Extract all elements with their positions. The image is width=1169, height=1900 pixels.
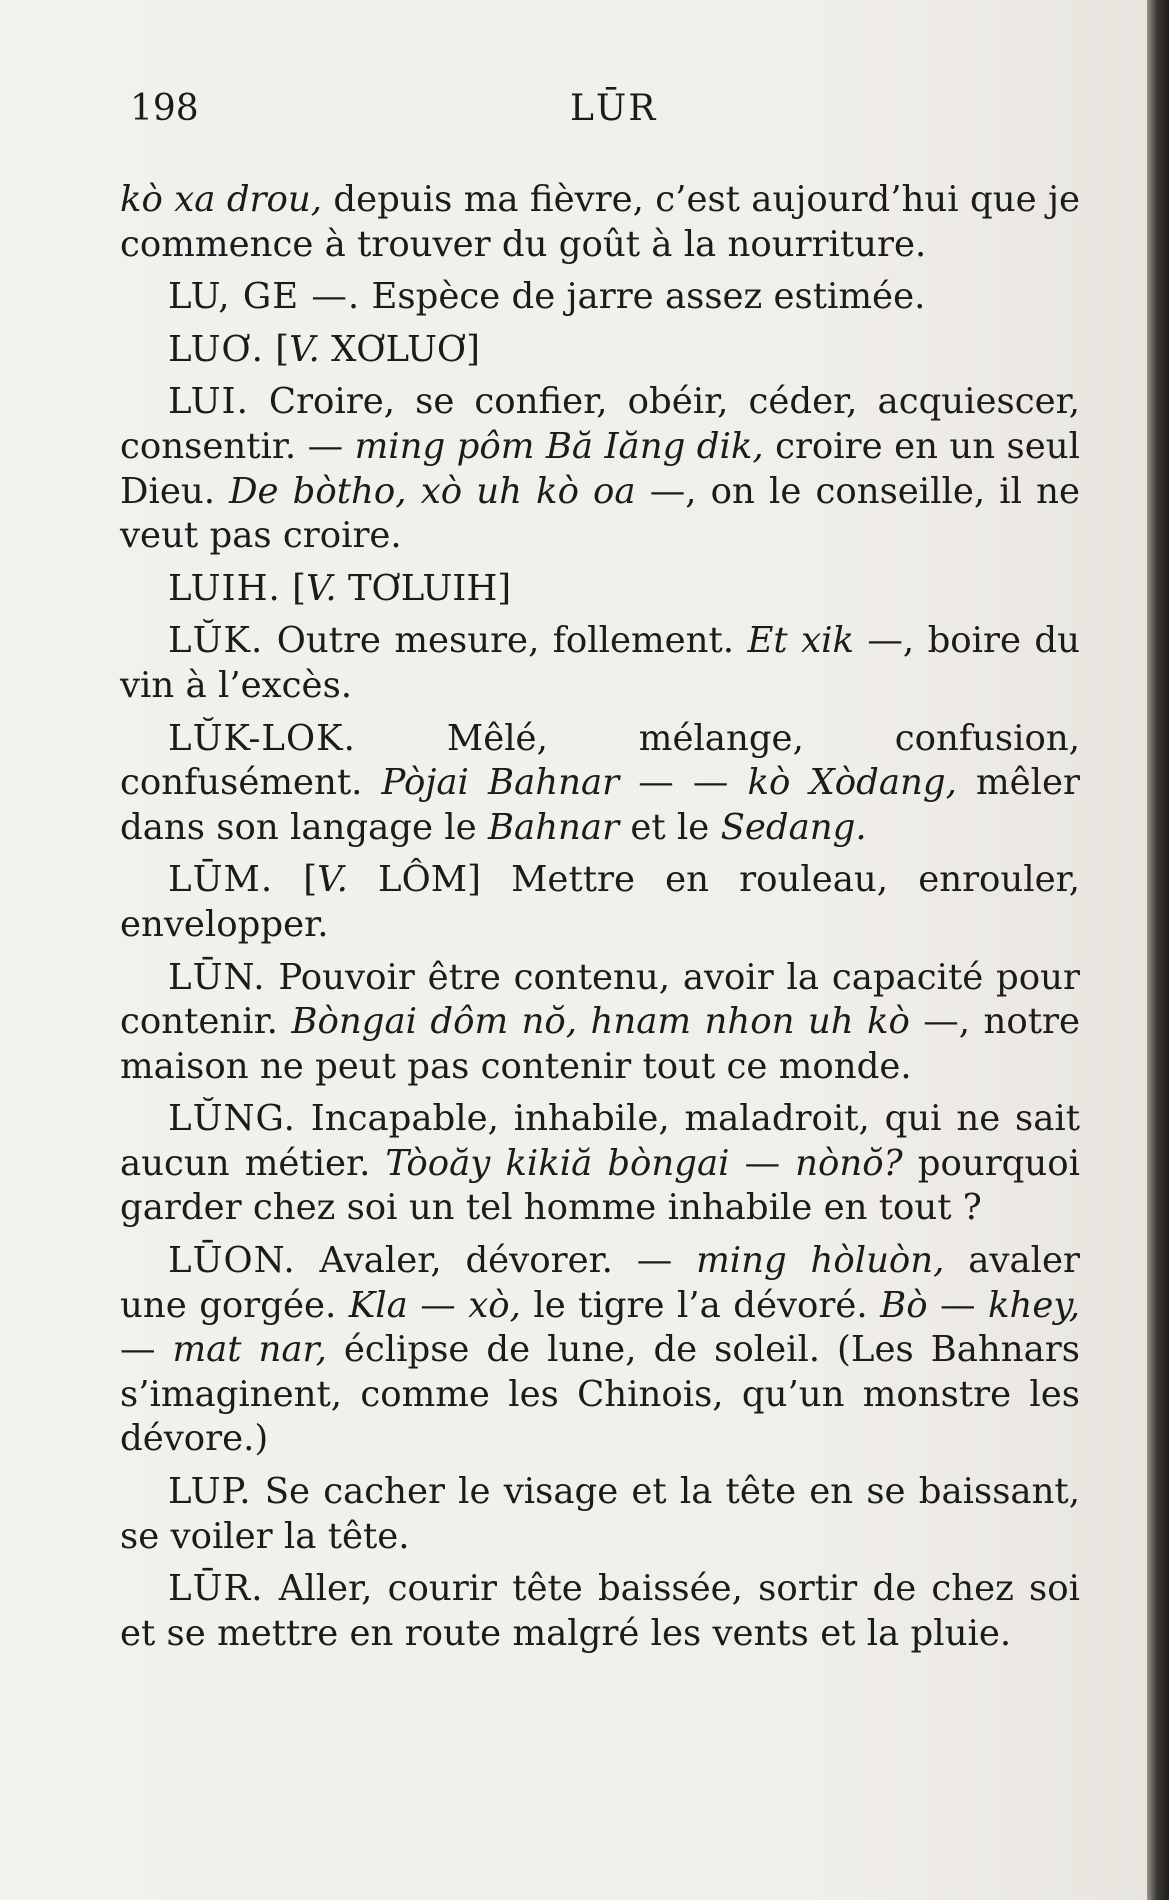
- entry-text-segment: Bòngai dôm nŏ, hnam nhon uh kò: [291, 1001, 910, 1043]
- entry-text-segment: Croire, se confier, obéir, céder, acquiescer, consentir. —: [120, 381, 1080, 467]
- entry-text-segment: Sedang.: [720, 806, 867, 848]
- headword: LUIH.: [168, 567, 281, 609]
- entry-text-segment: Pouvoir être contenu, avoir la capacité pour contenir.: [120, 956, 1080, 1043]
- entry-text-segment: TƠLUIH]: [336, 567, 512, 609]
- entry-continuation: [120, 178, 1080, 267]
- entry-text-segment: Bahnar: [487, 806, 620, 848]
- headword: LŬNG.: [168, 1098, 296, 1140]
- entry-text-segment: V.: [305, 567, 337, 609]
- running-head: LŪR: [570, 88, 658, 129]
- headword: LŪN.: [168, 956, 266, 998]
- entry-text-segment: [: [280, 567, 306, 609]
- headword: LŪON.: [168, 1240, 296, 1282]
- dictionary-body: [120, 178, 1080, 1664]
- entry-text-segment: Se cacher le visage et la tête en se baissant, se voiler la tête.: [120, 1471, 1080, 1557]
- headword: LUƠ.: [168, 328, 264, 370]
- dictionary-entry: [120, 619, 1080, 708]
- entry-text-segment: De bòtho, xò uh kò oa: [229, 470, 636, 512]
- entry-text-segment: Espèce de jarre assez estimée.: [360, 276, 926, 318]
- headword: LUP.: [168, 1471, 252, 1513]
- dictionary-entry: [120, 275, 1080, 320]
- entry-text-segment: Et xik: [747, 620, 854, 662]
- entry-text-segment: Mêlé, mélange, confusion, confusément.: [120, 717, 1080, 804]
- entry-text-segment: Kla: [348, 1284, 408, 1326]
- entry-text-segment: Pòjai Bahnar: [381, 762, 620, 804]
- entry-text-segment: Incapable, inhabile, maladroit, qui ne sait aucun métier.: [120, 1098, 1080, 1184]
- entry-text-segment: XƠLUƠ]: [319, 328, 480, 370]
- entry-text-segment: éclipse de lune, de soleil. (Les Bahnars s’imaginent, comme les Chinois, qu’un monstre les dévore.): [120, 1329, 1080, 1460]
- entry-text-segment: depuis ma fièvre, c’est aujourd’hui que je commence à trouver du goût à la nourriture.: [120, 179, 1081, 265]
- headword: LUI.: [168, 381, 249, 423]
- dictionary-entry: [120, 717, 1080, 851]
- entry-text-segment: et le: [619, 806, 721, 848]
- page-header: [130, 88, 1090, 138]
- dictionary-entry: [120, 1470, 1080, 1559]
- entry-text-segment: mat nar,: [172, 1329, 327, 1371]
- entry-text-segment: Aller, courir tête baissée, sortir de chez soi et se mettre en route malgré les vents et la pluie.: [120, 1568, 1080, 1654]
- dictionary-entry: [120, 956, 1080, 1090]
- entry-text-segment: LÔM] Mettre en rouleau, enrouler, envelopper.: [120, 859, 1080, 945]
- headword: LŪM.: [168, 859, 274, 901]
- entry-text-segment: pourquoi garder chez soi un tel homme inhabile en tout ?: [120, 1142, 1080, 1229]
- book-spine-shadow: [1147, 0, 1169, 1900]
- entry-text-segment: khey,: [988, 1284, 1081, 1326]
- entry-text-segment: V.: [289, 328, 320, 370]
- entry-text-segment: croire en un seul Dieu.: [120, 425, 1080, 512]
- entry-text-segment: —, on le conseille, il ne veut pas croire.: [120, 470, 1080, 557]
- entry-text-segment: —, boire du vin à l’excès.: [120, 620, 1080, 706]
- entry-text-segment: [: [263, 328, 290, 370]
- entry-text-segment: avaler une gorgée.: [120, 1240, 1080, 1326]
- entry-text-segment: —: [729, 1142, 796, 1184]
- entry-text-segment: — —: [619, 762, 748, 804]
- page-number: 198: [130, 88, 199, 129]
- headword: LU, GE —.: [168, 276, 361, 318]
- dictionary-entry: [120, 1097, 1080, 1231]
- entry-text-segment: —, notre maison ne peut pas contenir tout ce monde.: [120, 1001, 1080, 1087]
- entry-text-segment: mêler dans son langage le: [120, 762, 1080, 848]
- entry-text-segment: le tigre l’a dévoré.: [520, 1284, 881, 1326]
- entry-text-segment: kò xa drou,: [120, 179, 323, 220]
- entry-text-segment: Tòoăy kikiă bòngai: [385, 1142, 730, 1184]
- headword: LŬK.: [168, 620, 264, 662]
- entry-text-segment: Avaler, dévorer. —: [295, 1240, 697, 1282]
- entry-text-segment: Bò: [880, 1284, 928, 1326]
- dictionary-entry: [120, 567, 1080, 612]
- entry-text-segment: [: [273, 859, 318, 901]
- dictionary-entry: [120, 380, 1080, 558]
- entry-text-segment: ming hòluòn,: [696, 1240, 945, 1282]
- entry-text-segment: ming pôm Bă Iăng dik,: [354, 425, 764, 467]
- entry-text-segment: kò Xòdang,: [747, 762, 957, 804]
- entry-text-segment: V.: [317, 859, 348, 901]
- entry-text-segment: Outre mesure, follement.: [263, 620, 748, 662]
- headword: LŬK-LOK.: [168, 717, 356, 759]
- entry-text-segment: —: [120, 1329, 173, 1371]
- dictionary-entry: [120, 1567, 1080, 1656]
- headword: LŪR.: [168, 1568, 264, 1610]
- entry-text-segment: —: [927, 1284, 988, 1326]
- dictionary-entry: [120, 1239, 1080, 1462]
- entry-text-segment: xò,: [468, 1284, 521, 1326]
- dictionary-entry: [120, 328, 1080, 373]
- entry-text-segment: —: [407, 1284, 469, 1326]
- dictionary-entry: [120, 858, 1080, 947]
- entry-text-segment: nònŏ?: [795, 1142, 903, 1184]
